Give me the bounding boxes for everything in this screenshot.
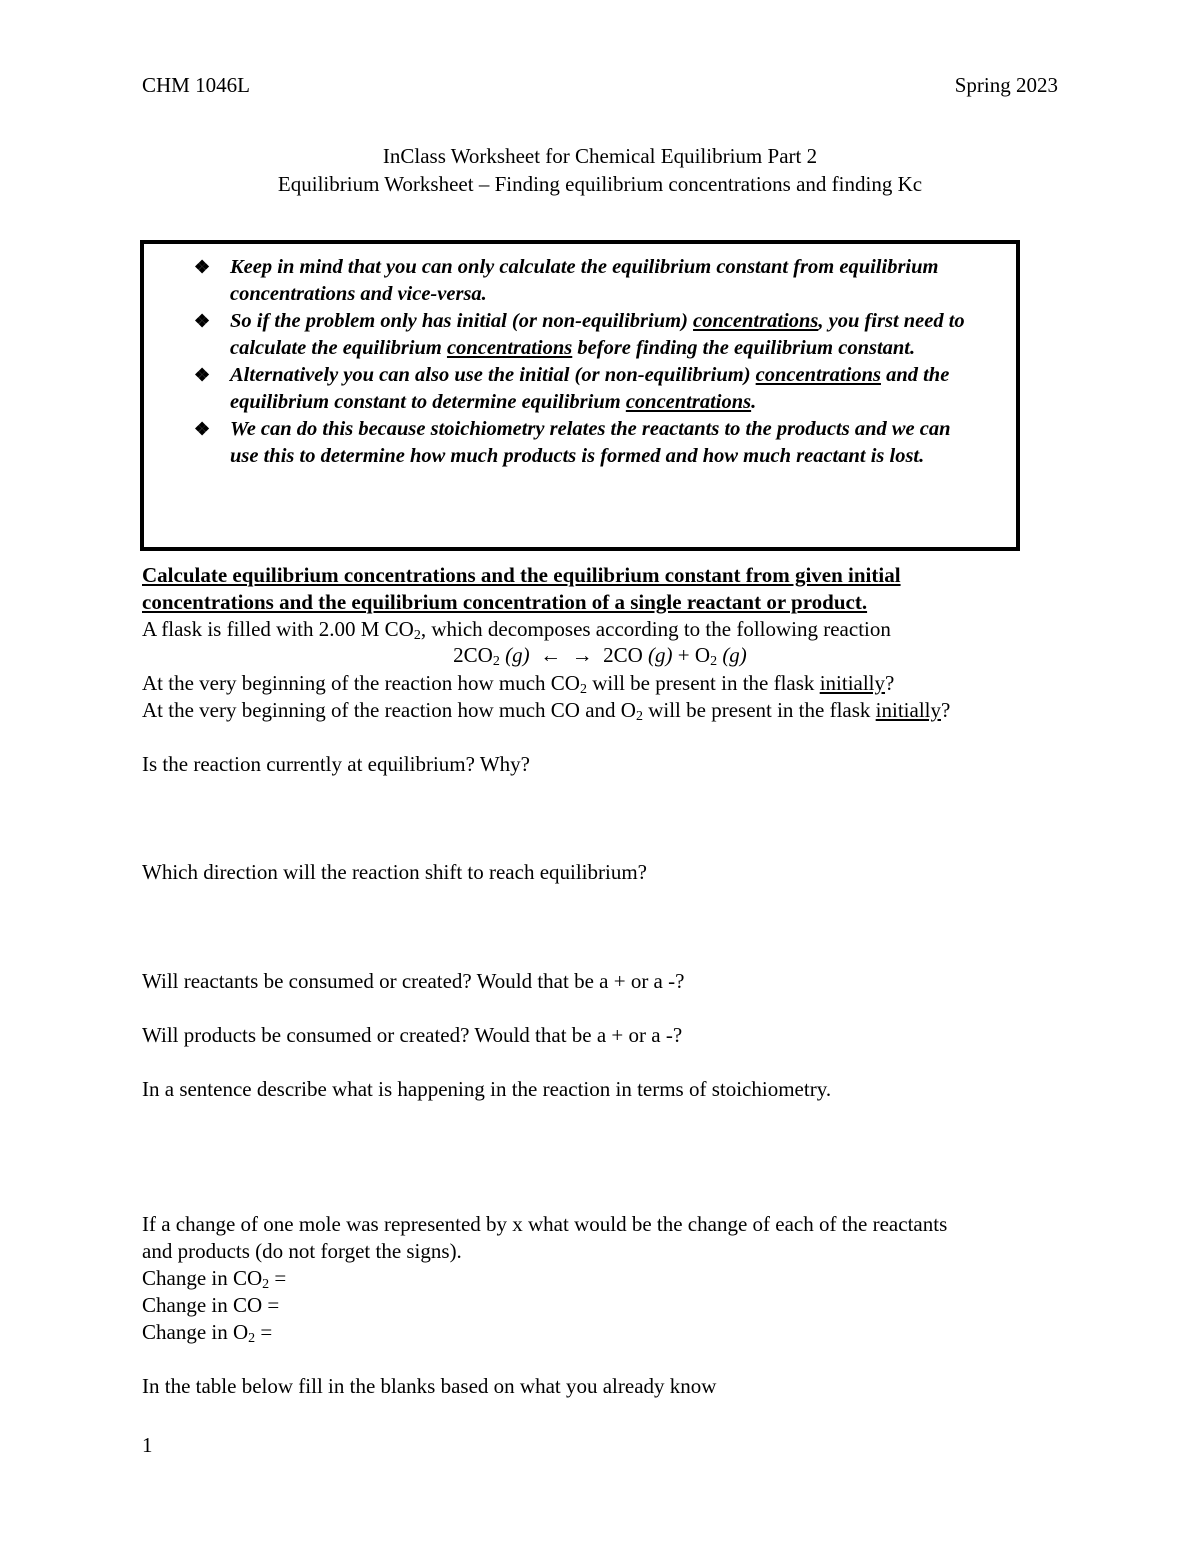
reaction-equation: $2CO_2$ (g) ← → 2CO $(g) + O_2$ (g): [453, 643, 747, 669]
question-at-equilibrium: Is the reaction currently at equilibrium? Why?: [142, 752, 530, 776]
section-heading-line1: Calculate equilibrium concentrations and the equilibrium constant from given initial: [142, 563, 901, 587]
diamond-bullet-icon: ❖: [194, 311, 211, 331]
key-point-2: ❖ So if the problem only has initial (or non-equilibrium) concentrations, you first need to calculate the equilibrium concentrations before finding the equilibrium constant.: [194, 310, 965, 359]
key-points-list: [194, 254, 984, 470]
question-change-line2: and products (do not forget the signs).: [142, 1239, 462, 1263]
change-in-co2: Change in $CO_2$ =: [142, 1266, 287, 1292]
change-in-co: Change in CO =: [142, 1293, 280, 1317]
equilibrium-arrows: ← →: [529, 643, 604, 667]
flask-statement: A flask is filled with 2.00 M $CO_2$, which decomposes according to the following reaction: [142, 617, 891, 643]
key-point-4: ❖ We can do this because stoichiometry relates the reactants to the products and we can use this to determine how much products is formed and how much reactant is lost.: [194, 418, 951, 467]
question-stoichiometry: In a sentence describe what is happening in the reaction in terms of stoichiometry.: [142, 1077, 832, 1101]
section-heading-line2: concentrations and the equilibrium concentration of a single reactant or product.: [142, 590, 868, 614]
question-change-line1: If a change of one mole was represented by x what would be the change of each of the reactants: [142, 1212, 948, 1236]
question-shift-direction: Which direction will the reaction shift to reach equilibrium?: [142, 860, 647, 884]
four-diamond-bullet-icon: ❖: [194, 419, 211, 439]
diamond-bullet-icon: ❖: [194, 257, 211, 277]
semester: Spring 2023: [954, 73, 1058, 97]
worksheet-title: InClass Worksheet for Chemical Equilibrium Part 2: [382, 144, 818, 168]
key-points-box: [140, 240, 1020, 551]
key-point-1: ❖ Keep in mind that you can only calculate the equilibrium constant from equilibrium concentrations and vice-versa.: [194, 256, 939, 305]
page-number: 1: [142, 1433, 153, 1457]
diamond-bullet-icon: ❖: [194, 365, 211, 385]
key-point-3: ❖ Alternatively you can also use the initial (or non-equilibrium) concentrations and the equilibrium constant to determine equilibrium concentrations.: [194, 364, 950, 413]
question-reactants: Will reactants be consumed or created? Would that be a + or a -?: [142, 969, 685, 993]
question-products: Will products be consumed or created? Would that be a + or a -?: [142, 1023, 683, 1047]
worksheet-subtitle: Equilibrium Worksheet – Finding equilibrium concentrations and finding Kc: [277, 172, 923, 196]
change-in-o2: Change in $O_2$ =: [142, 1320, 273, 1346]
course-code: CHM 1046L: [142, 73, 250, 97]
question-initial-co2: At the very beginning of the reaction how much $CO_2$ will be present in the flask initially?: [142, 671, 895, 697]
table-instruction: In the table below fill in the blanks based on what you already know: [142, 1374, 717, 1398]
question-initial-co-o2: At the very beginning of the reaction how much CO and $O_2$ will be present in the flask initially?: [142, 698, 951, 724]
